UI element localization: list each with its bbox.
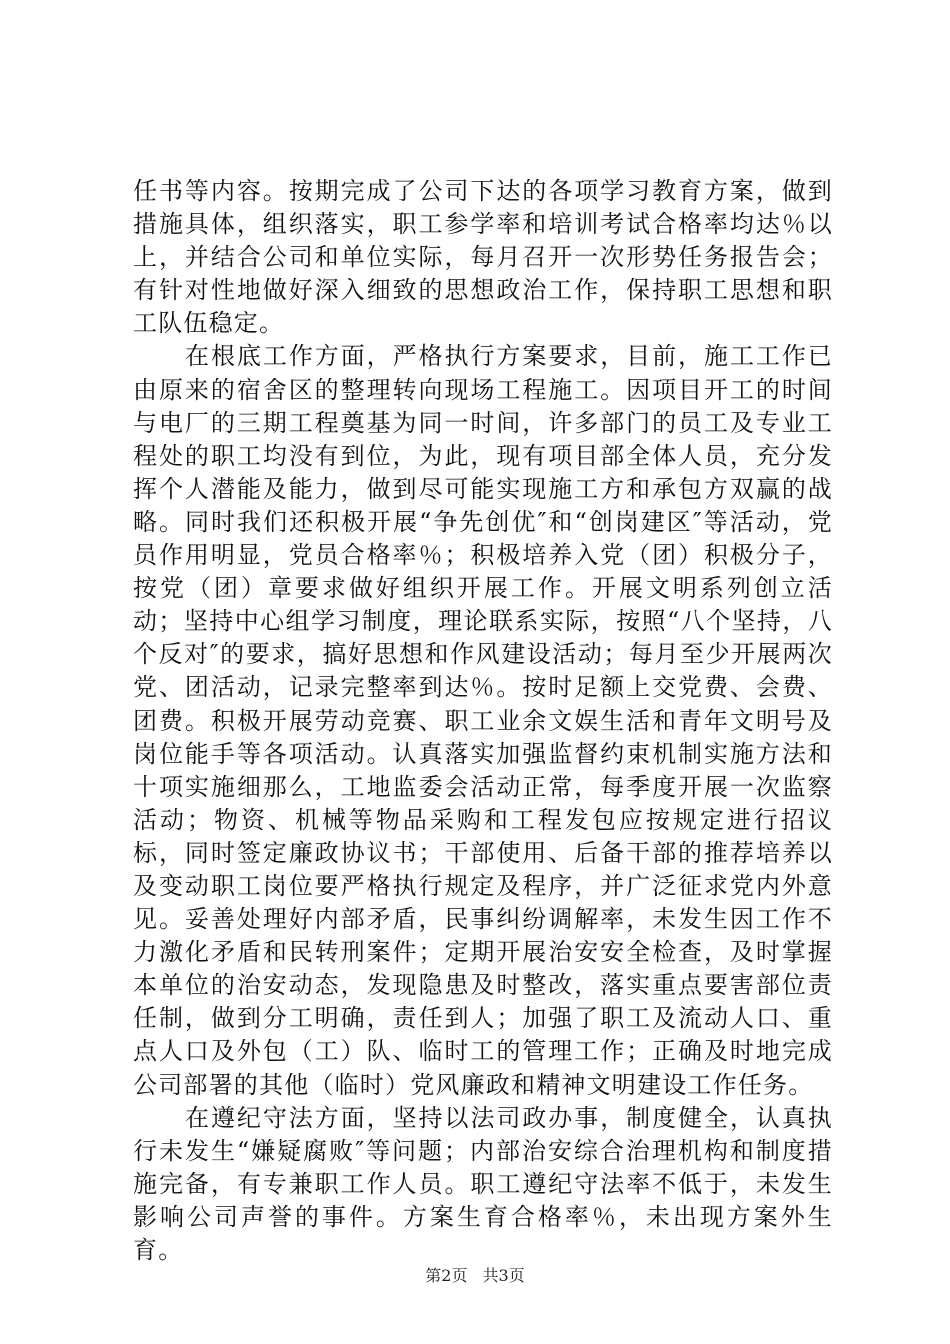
page-total: 共3页 xyxy=(482,1266,525,1285)
paragraph-foundation-work: 在根底工作方面，严格执行方案要求，目前，施工工作已由原来的宿舍区的整理转向现场工程施工。因项目开工的时间与电厂的三期工程奠基为同一时间，许多部门的员工及专业工程处的职工均没有到位，为此，现有项目部全体人员，充分发挥个人潜能及能力，做到尽可能实现施工方和承包方双赢的战略。同时我们还积极开展“争先创优″和“创岗建区″等活动，党员作用明显，党员合格率％；积极培养入党（团）积极分子，按党（团）章要求做好组织开展工作。开展文明系列创立活动；坚持中心组学习制度，理论联系实际，按照“八个坚持，八个反对″的要求，搞好思想和作风建设活动；每月至少开展两次党、团活动，记录完整率到达％。按时足额上交党费、会费、团费。积极开展劳动竞赛、职工业余文娱生活和青年文明号及岗位能手等各项活动。认真落实加强监督约束机制实施方法和十项实施细那么，工地监委会活动正常，每季度开展一次监察活动；物资、机械等物品采购和工程发包应按规定进行招议标，同时签定廉政协议书；干部使用、后备干部的推荐培养以及变动职工岗位要严格执行规定及程序，并广泛征求党内外意见。妥善处理好内部矛盾，民事纠纷调解率，未发生因工作不力激化矛盾和民转刑案件；定期开展治安安全检查，及时掌握本单位的治安动态，发现隐患及时整改，落实重点要害部位责任制，做到分工明确，责任到人；加强了职工及流动人口、重点人口及外包（工）队、临时工的管理工作；正确及时地完成公司部署的其他（临时）党风廉政和精神文明建设工作任务。 xyxy=(133,342,833,1099)
paragraph-continuation: 任书等内容。按期完成了公司下达的各项学习教育方案，做到措施具体，组织落实，职工参学率和培训考试合格率均达％以上，并结合公司和单位实际，每月召开一次形势任务报告会；有针对性地做好深入细致的思想政治工作，保持职工思想和职工队伍稳定。 xyxy=(133,177,833,338)
paragraph-law-discipline: 在遵纪守法方面，坚持以法司政办事，制度健全，认真执行未发生“嫌疑腐败″等问题；内部治安综合治理机构和制度措施完备，有专兼职工作人员。职工遵纪守法率不低于，未发生影响公司声誉的事件。方案生育合格率％，未出现方案外生育。 xyxy=(133,1103,833,1264)
page-number: 第2页 xyxy=(425,1266,468,1285)
page-footer xyxy=(0,1266,950,1286)
body-text xyxy=(133,175,833,1267)
